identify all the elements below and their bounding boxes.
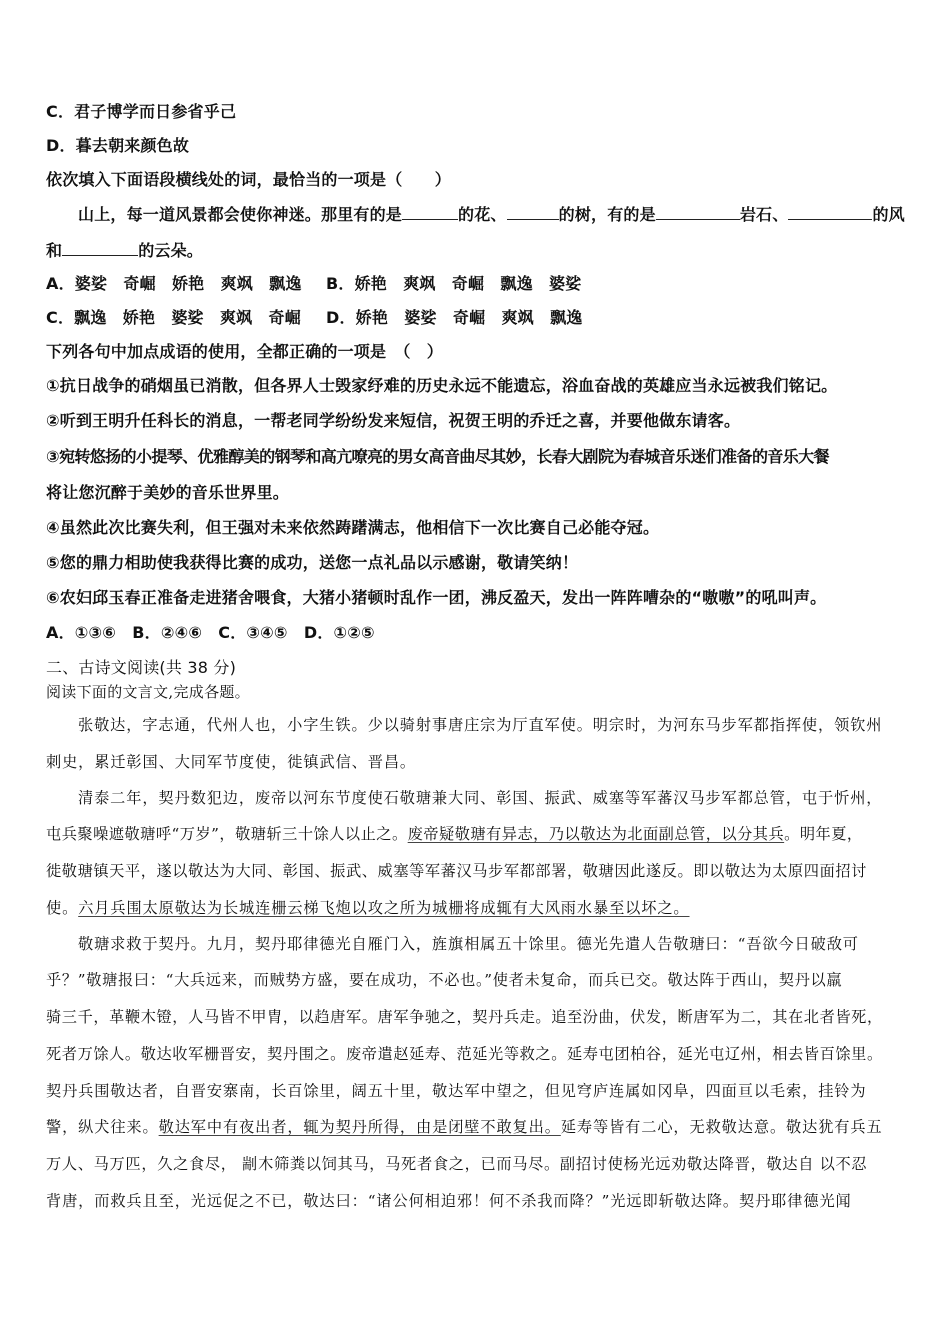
option-c-previous: C．君子博学而日参省乎己 xyxy=(46,102,237,121)
unpunctuated-sentence: 六月兵围太原敬达为长城连栅云梯飞炮以攻之所为城栅将成辄有大风雨水暴至以坏之。 xyxy=(78,899,690,917)
section-2-title: 二、古诗文阅读(共 38 分) xyxy=(46,658,237,677)
passage-p3-line-7: 万人、马万匹，久之食尽， 剬木筛粪以饲其马，马死者食之，已而马尽。副招讨使杨光远劝敬达降晋，敬达自 以不忍 xyxy=(46,1155,868,1173)
idiom-sentence-2: ②听到王明升任科长的消息，一帮老同学纷纷发来短信，祝贺王明的乔迁之喜，并要他做东请客。 xyxy=(46,411,741,430)
passage-p3-line-8: 背唐，而救兵且至，光远促之不已，敬达曰：“诸公何相迫邪！何不杀我而降？”光远即斩敬达降。契丹耶律德光闻 xyxy=(46,1192,852,1210)
fill-blank-3 xyxy=(656,203,740,220)
idiom-sentence-6: ⑥农妇邱玉春正准备走进猪舍喂食，大猪小猪顿时乱作一团，沸反盈天，发出一阵阵嘈杂的“嗷嗷”的吼叫声。 xyxy=(46,588,827,607)
fill-choice-c: C．飘逸 娇艳 婆娑 爽飒 奇崛 xyxy=(46,308,301,327)
fill-text-7: 的云朵。 xyxy=(138,241,204,260)
fill-text-2: 的花、 xyxy=(458,205,507,224)
passage-p3-line-1: 敬瑭求救于契丹。九月，契丹耶律德光自雁门入，旌旗相属五十馀里。德光先遣人告敬瑭曰：“吾欲今日破敌可 xyxy=(78,935,859,953)
passage-p2-line-1: 清泰二年，契丹数犯边，废帝以河东节度使石敬瑭兼大同、彰国、振武、威塞等军蕃汉马步军都总管，屯于忻州， xyxy=(78,789,883,807)
passage-p1-line-2: 刺史，累迁彰国、大同军节度使，徙镇武信、晋昌。 xyxy=(46,753,417,771)
passage-p3-line-4: 死者万馀人。敬达收军栅晋安，契丹围之。废帝遣赵延寿、范延光等救之。延寿屯团柏谷，延光屯辽州，相去皆百馀里。 xyxy=(46,1045,883,1063)
idiom-answer-choices: A．①③⑥ B．②④⑥ C．③④⑤ D．①②⑤ xyxy=(46,623,375,642)
fill-blank-4 xyxy=(788,203,872,220)
idiom-sentence-3b: 将让您沉醉于美妙的音乐世界里。 xyxy=(46,483,290,502)
passage-text: 使。 xyxy=(46,899,79,917)
passage-text: 。明年夏， xyxy=(784,825,863,843)
fill-choices-cd xyxy=(46,307,582,329)
fill-text-3: 的树，有的是 xyxy=(558,205,656,224)
question-idiom-stem: 下列各句中加点成语的使用，全都正确的一项是 （ ） xyxy=(46,342,444,361)
passage-text: 延寿等皆有二心，无救敬达意。敬达犹有兵五 xyxy=(560,1118,883,1136)
fill-choice-b: B．娇艳 爽飒 奇崛 飘逸 婆娑 xyxy=(326,274,582,293)
passage-p3-line-5: 契丹兵围敬达者，自晋安寨南，长百馀里，阔五十里，敬达军中望之，但见穹庐连属如冈阜，四面亘以毛索，挂铃为 xyxy=(46,1082,867,1100)
fill-choices-ab xyxy=(46,273,581,295)
passage-p2-line-2 xyxy=(46,823,863,845)
fill-passage-line-1 xyxy=(78,203,905,226)
fill-blank-5 xyxy=(62,239,138,256)
idiom-sentence-3a: ③宛转悠扬的小提琴、优雅醇美的钢琴和高亢嘹亮的男女高音曲尽其妙，长春大剧院为春城音乐迷们准备的音乐大餐 xyxy=(46,447,829,466)
option-d-previous: D．暮去朝来颜色故 xyxy=(46,136,190,155)
underlined-sentence-2: 敬达军中有夜出者，辄为契丹所得，由是闭壁不敢复出。 xyxy=(158,1118,561,1136)
fill-choice-a: A．婆娑 奇崛 娇艳 爽飒 飘逸 xyxy=(46,274,302,293)
passage-p1-line-1: 张敬达，字志通，代州人也，小字生铁。少以骑射事唐庄宗为厅直军使。明宗时，为河东马步军都指挥使，领钦州 xyxy=(78,716,883,734)
fill-text-5: 的风 xyxy=(872,205,905,224)
passage-text: 警，纵犬往来。 xyxy=(46,1118,159,1136)
fill-text-1: 山上，每一道风景都会使你神迷。那里有的是 xyxy=(78,205,403,224)
idiom-sentence-5: ⑤您的鼎力相助使我获得比赛的成功，送您一点礼品以示感谢，敬请笑纳！ xyxy=(46,553,579,572)
passage-p3-line-2: 乎？”敬瑭报曰：“大兵远来，而贼势方盛，要在成功，不必也。”使者未复命，而兵已交。敬达阵于西山，契丹以羸 xyxy=(46,971,843,989)
fill-text-4: 岩石、 xyxy=(739,205,789,224)
passage-p3-line-3: 骑三千，革鞭木镫，人马皆不甲胄，以趋唐军。唐军争驰之，契丹兵走。追至汾曲，伏发，断唐军为二，其在北者皆死， xyxy=(46,1008,883,1026)
question-fill-stem: 依次填入下面语段横线处的词，最恰当的一项是（ ） xyxy=(46,170,452,189)
idiom-sentence-1: ①抗日战争的硝烟虽已消散，但各界人士毁家纾难的历史永远不能遗忘，浴血奋战的英雄应当永远被我们铭记。 xyxy=(46,376,838,395)
fill-passage-line-2 xyxy=(46,239,203,262)
passage-p2-line-3: 徙敬瑭镇天平，遂以敬达为大同、彰国、振武、威塞等军蕃汉马步军都部署，敬瑭因此遂反。即以敬达为太原四面招讨 xyxy=(46,862,867,880)
passage-p2-line-4 xyxy=(46,897,690,919)
passage-p3-line-6 xyxy=(46,1116,883,1138)
underlined-sentence-1: 废帝疑敬瑭有异志，乃以敬达为北面副总管，以分其兵 xyxy=(407,825,785,843)
passage-text: 屯兵聚噪遮敬瑭呼“万岁”，敬瑭斩三十馀人以止之。 xyxy=(46,825,408,843)
fill-choice-d: D．娇艳 婆娑 奇崛 爽飒 飘逸 xyxy=(326,308,583,327)
fill-blank-2 xyxy=(507,203,559,220)
fill-text-6: 和 xyxy=(46,241,63,260)
section-2-instruction: 阅读下面的文言文,完成各题。 xyxy=(46,683,250,701)
fill-blank-1 xyxy=(402,203,458,220)
idiom-sentence-4: ④虽然此次比赛失利，但王强对未来依然踌躇满志，他相信下一次比赛自己必能夺冠。 xyxy=(46,518,660,537)
